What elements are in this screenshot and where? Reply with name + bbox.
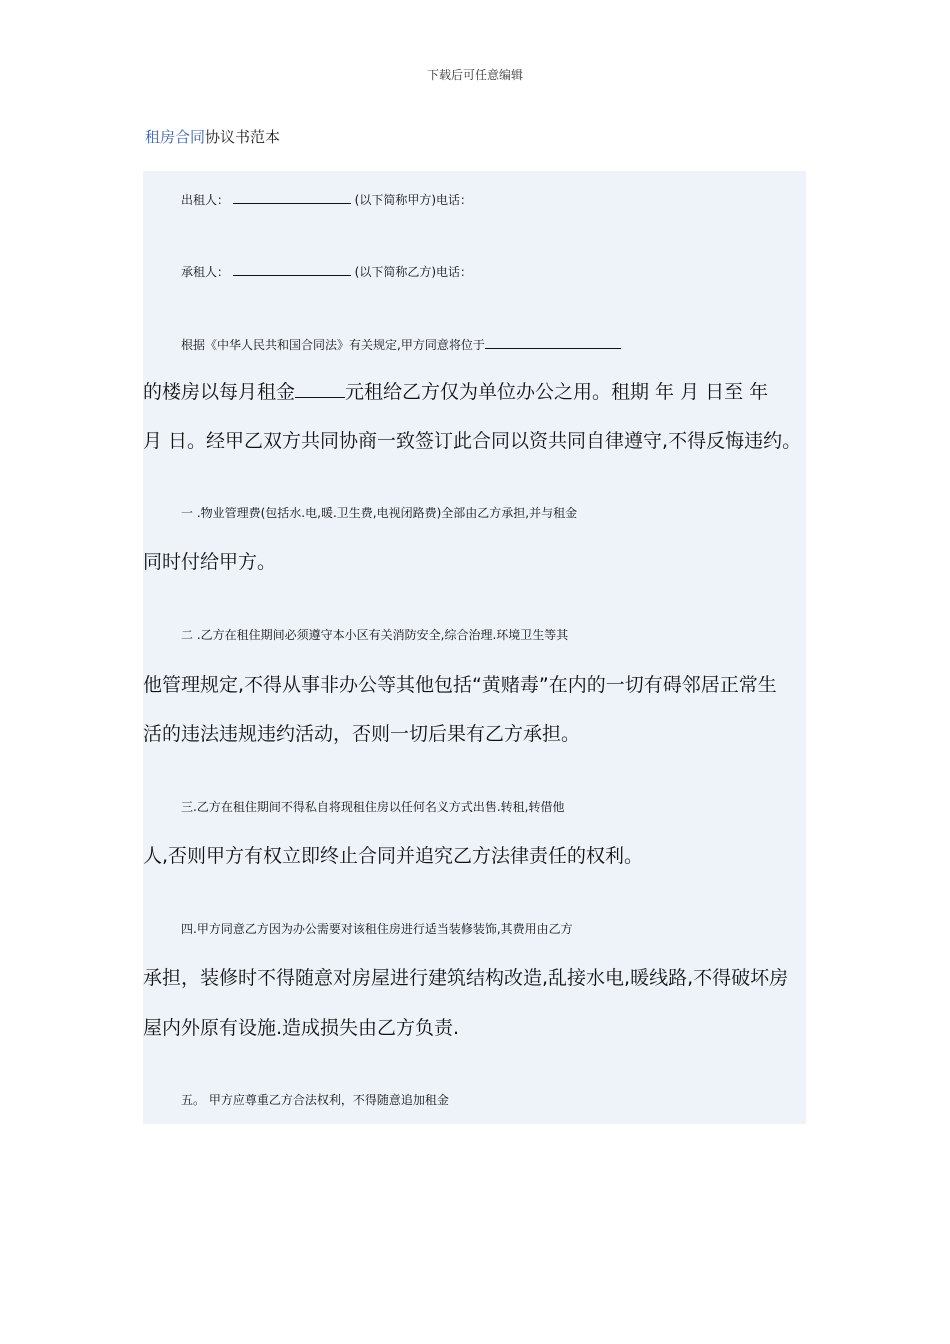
clause2-line-3: 活的违法违规违约活动，否则一切后果有乙方承担。 — [143, 723, 581, 745]
document-title — [145, 126, 280, 147]
lessor-line — [143, 183, 844, 214]
rent-blank — [295, 377, 345, 398]
contract-body — [143, 171, 806, 1124]
intro-line-2 — [143, 377, 806, 406]
lessor-blank — [233, 183, 351, 204]
lessor-label: 出租人： — [181, 193, 230, 207]
clause4-line-1: 四.甲方同意乙方因为办公需要对该租住房进行适当装修装饰,其费用由乙方 — [181, 922, 573, 936]
title-rest: 协议书范本 — [205, 128, 281, 146]
location-blank — [485, 328, 621, 349]
header-note: 下载后可任意编辑 — [426, 68, 523, 82]
lessee-blank — [233, 255, 351, 276]
lessor-suffix: (以下简称甲方)电话： — [354, 193, 473, 207]
intro-text-2a: 的楼房以每月租金 — [143, 381, 296, 403]
clause2-line-1: 二 .乙方在租住期间必须遵守本小区有关消防安全,综合治理.环境卫生等其 — [181, 628, 569, 642]
clause1-line-2: 同时付给甲方。 — [143, 551, 277, 573]
intro-line-1 — [143, 328, 844, 359]
clause3-line-2: 人,否则甲方有权立即终止合同并追究乙方法律责任的权利。 — [143, 845, 644, 867]
intro-line-3: 月 日。经甲乙双方共同协商一致签订此合同以资共同自律遵守,不得反悔违约。 — [143, 430, 802, 452]
clause4-line-2: 承担，装修时不得随意对房屋进行建筑结构改造,乱接水电,暖线路,不得破坏房 — [143, 967, 789, 989]
title-link[interactable]: 租房合同 — [145, 128, 206, 146]
clause1-line-1: 一 .物业管理费(包括水.电,暖.卫生费,电视闭路费)全部由乙方承担,并与租金 — [181, 506, 578, 520]
clause4-line-3: 屋内外原有设施.造成损失由乙方负责. — [143, 1017, 460, 1039]
clause2-line-2: 他管理规定,不得从事非办公等其他包括“黄赌毒”在内的一切有碍邻居正常生 — [143, 674, 777, 696]
clause5-line-1: 五。 甲方应尊重乙方合法权利，不得随意追加租金 — [181, 1093, 449, 1107]
clause3-line-1: 三.乙方在租住期间不得私自将现租住房以任何名义方式出售.转租,转借他 — [181, 800, 565, 814]
intro-text-1: 根据《中华人民共和国合同法》有关规定,甲方同意将位于 — [181, 338, 485, 352]
lessee-line — [143, 255, 844, 286]
intro-text-2b: 元租给乙方仅为单位办公之用。租期 年 月 日至 年 — [345, 381, 769, 403]
lessee-label: 承租人： — [181, 265, 230, 279]
lessee-suffix: (以下简称乙方)电话： — [354, 265, 473, 279]
